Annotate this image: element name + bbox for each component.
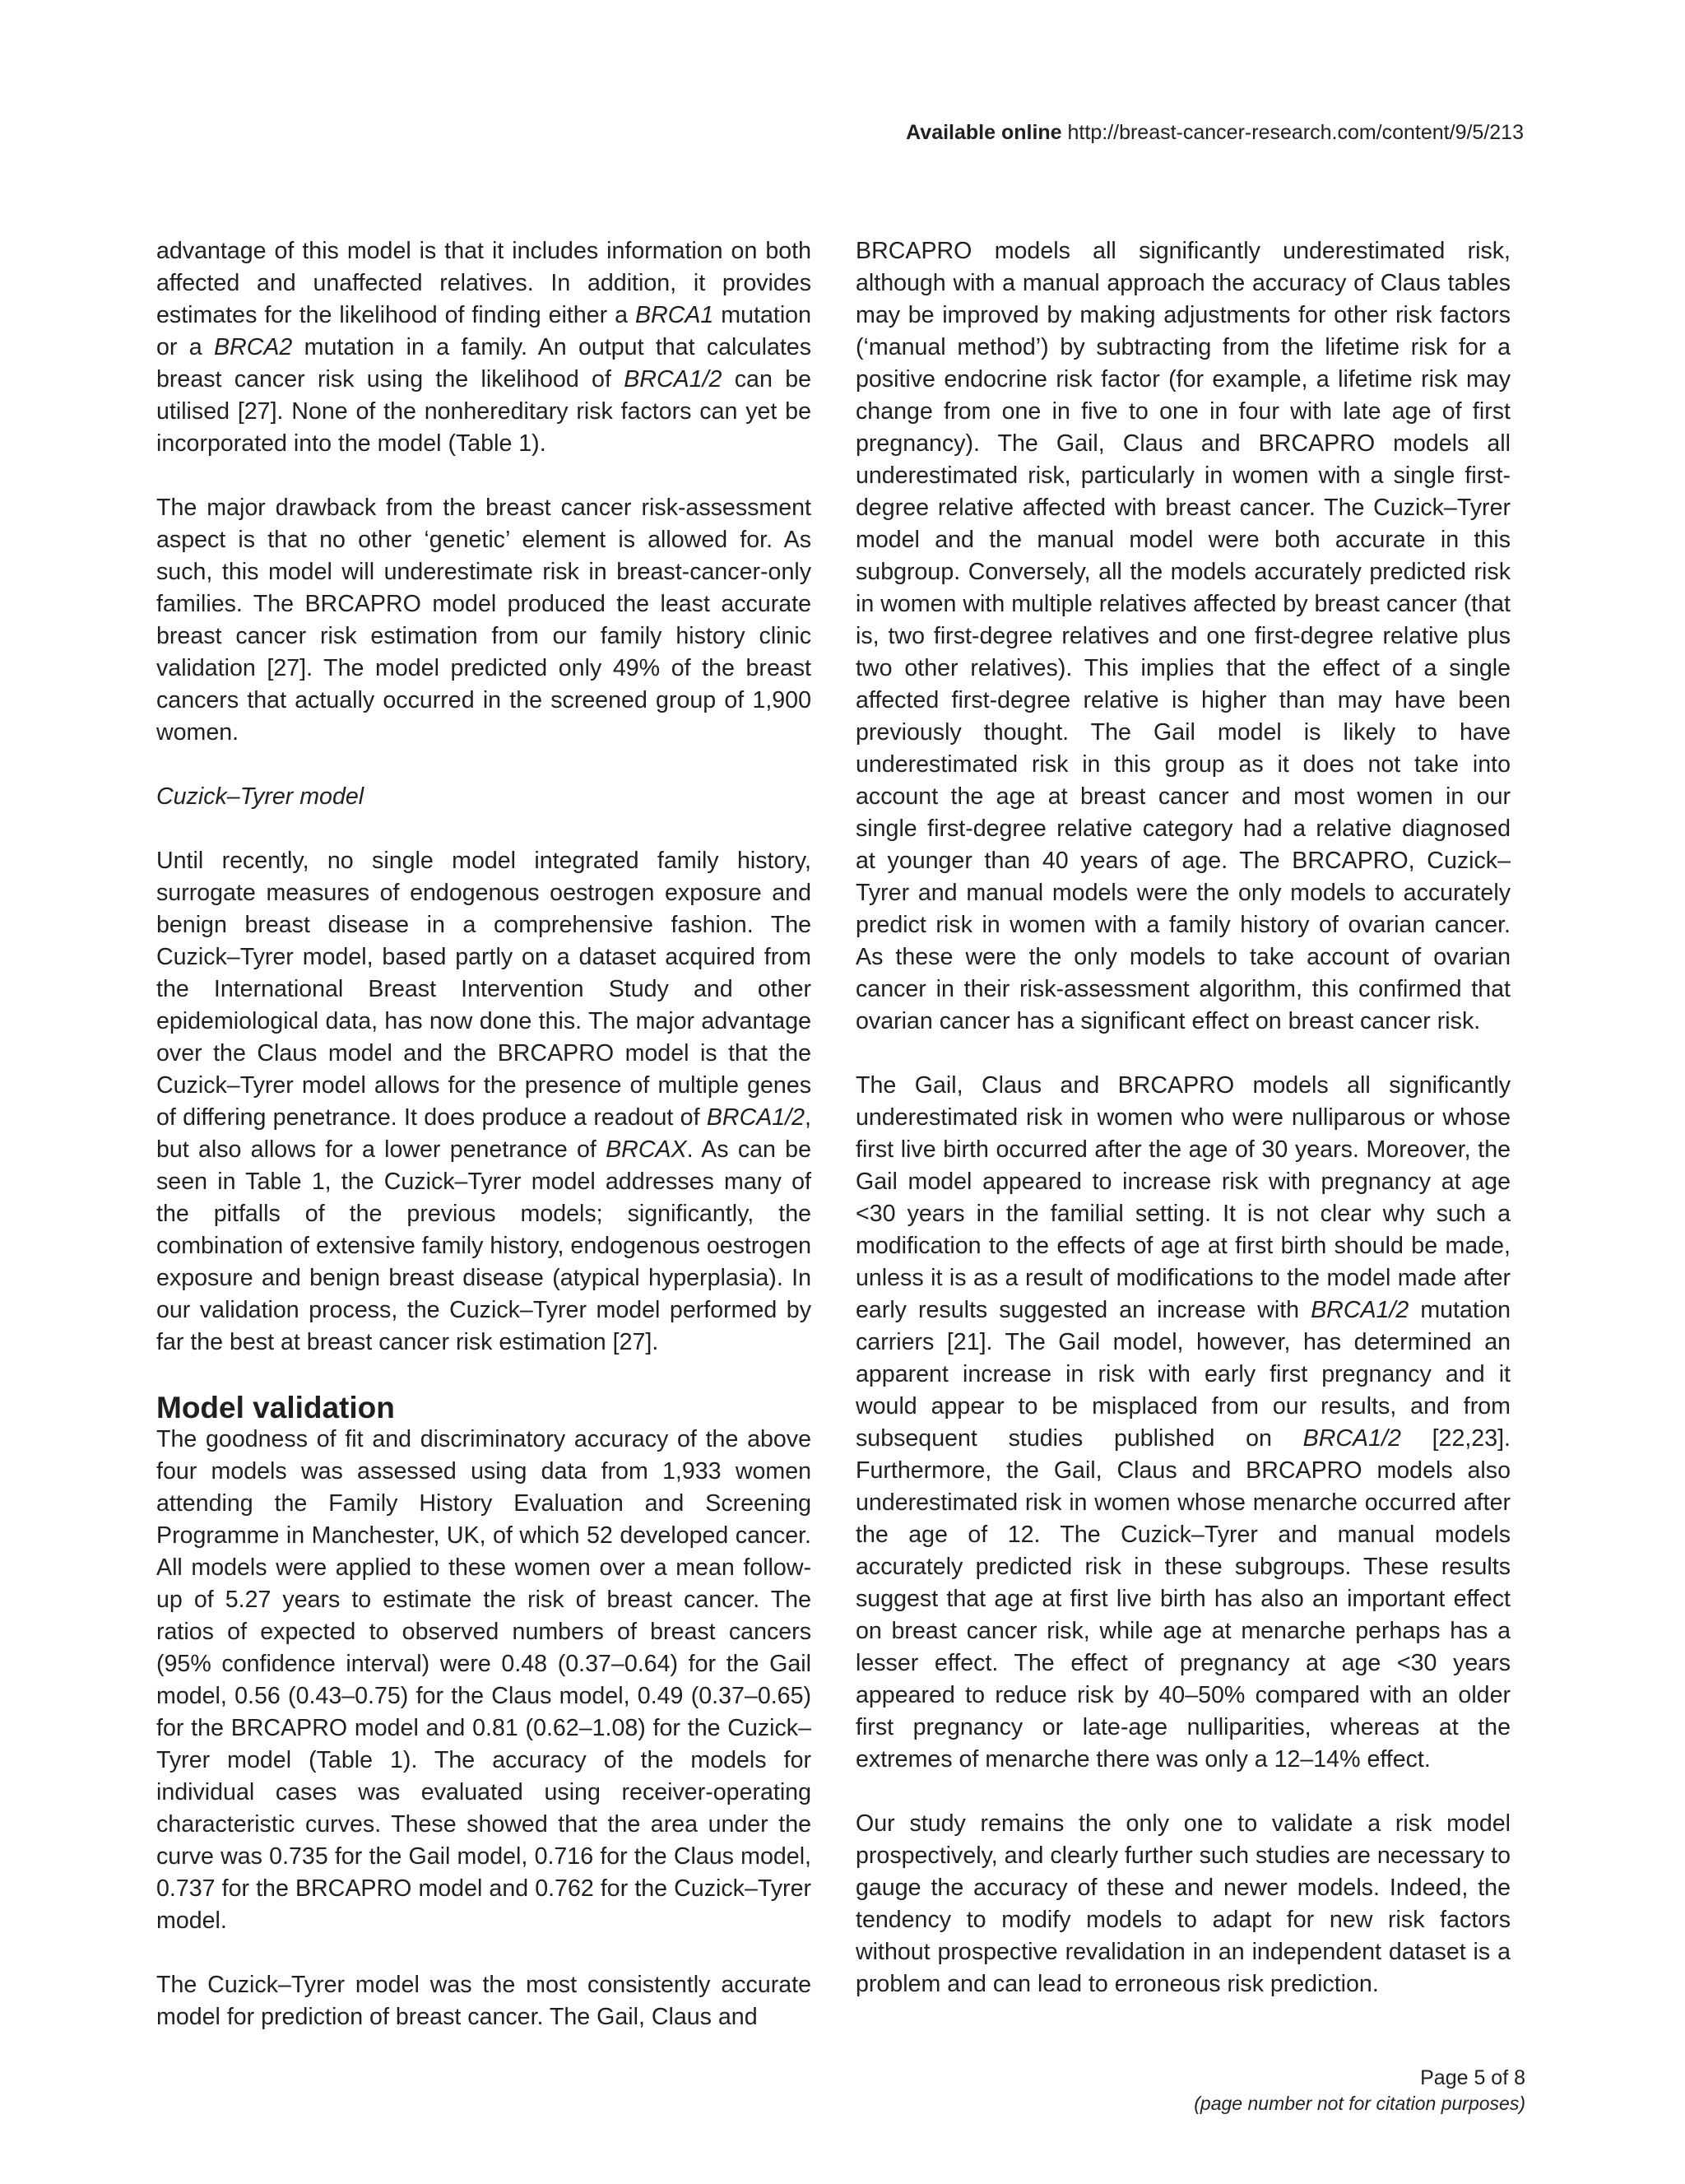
text-run: mutation or a (156, 302, 811, 360)
gene-name: BRCA1/2 (1311, 1297, 1409, 1323)
text-run: Until recently, no single model integrated family history, surrogate measures of endogenous oestrogen exposure and benign breast disease in a comprehensive fashion. The Cuzick–Tyrer model, based partly on a dataset acquired from the International Breast Intervention Study and other epidemiological data, has now done this. The major advantage over the Claus model and the BRCAPRO model is that the Cuzick–Tyrer model allows for the presence of multiple genes of differing penetrance. It does produce a readout of (156, 848, 811, 1131)
paragraph: The major drawback from the breast cancer risk-assessment aspect is that no other ‘genetic’ element is allowed for. As such, this model will underestimate risk in breast-cancer-only families. The BRCAPRO model produced the least accurate breast cancer risk estimation from our family history clinic validation [27]. The model predicted only 49% of the breast cancers that actually occurred in the screened group of 1,900 women. (156, 495, 811, 746)
text-run: mutation carriers [21]. The Gail model, however, has determined an apparent increase in risk with early first pregnancy and it would appear to be misplaced from our results, and from subsequent studies published on (856, 1297, 1511, 1452)
gene-name: BRCA1/2 (1302, 1425, 1401, 1452)
gene-name: BRCA2 (213, 334, 293, 360)
section-heading: Model validation (156, 1391, 395, 1424)
paragraph: Our study remains the only one to validate a risk model prospectively, and clearly further such studies are necessary to gauge the accuracy of these and newer models. Indeed, the tendency to modify models to adapt for new risk factors without prospective revalidation in an independent dataset is a problem and can lead to erroneous risk prediction. (856, 1810, 1511, 1997)
right-column (856, 235, 1511, 2000)
text-run: The Gail, Claus and BRCAPRO models all significantly underestimated risk in women who were nulliparous or whose first live birth occurred after the age of 30 years. Moreover, the Gail model appeared to increase risk with pregnancy at age <30 years in the familial setting. It is not clear why such a modification to the effects of age at first birth should be made, unless it is as a result of modifications to the model made after early results suggested an increase with (856, 1072, 1511, 1323)
paragraph: The Cuzick–Tyrer model was the most consistently accurate model for prediction of breast cancer. The Gail, Claus and (156, 1972, 811, 2030)
text-run: . As can be seen in Table 1, the Cuzick–Tyrer model addresses many of the pitfalls of the previous models; significantly, the combination of extensive family history, endogenous oestrogen exposure and benign breast disease (atypical hyperplasia). In our validation process, the Cuzick–Tyrer model performed by far the best at breast cancer risk estimation [27]. (156, 1136, 811, 1355)
text-run: can be utilised [27]. None of the nonhereditary risk factors can yet be incorporated into the model (Table 1). (156, 366, 812, 457)
page-footer (1194, 2066, 1525, 2117)
text-run: [22,23]. Furthermore, the Gail, Claus and BRCAPRO models also underestimated risk in women whose menarche occurred after the age of 12. The Cuzick–Tyrer and manual models accurately predicted risk in these subgroups. These results suggest that age at first live birth has also an important effect on breast cancer risk, while age at menarche perhaps has a lesser effect. The effect of pregnancy at age <30 years appeared to reduce risk by 40–50% compared with an older first pregnancy or late-age nulliparities, whereas at the extremes of menarche there was only a 12–14% effect. (856, 1425, 1511, 1773)
text-run: mutation in a family. An output that calculates breast cancer risk using the likelihood of (156, 334, 812, 393)
running-header (906, 120, 1524, 145)
gene-name: BRCA1 (634, 302, 714, 328)
text-run: , but also allows for a lower penetrance of (156, 1104, 811, 1163)
header-url[interactable]: http://breast-cancer-research.com/content/9/5/213 (1067, 121, 1524, 144)
text-run: advantage of this model is that it includes information on both affected and unaffected relatives. In addition, it provides estimates for the likelihood of finding either a (156, 238, 811, 328)
paragraph (156, 845, 811, 1359)
citation-note: (page number not for citation purposes) (1194, 2093, 1525, 2114)
paragraph: BRCAPRO models all significantly underestimated risk, although with a manual approach the accuracy of Claus tables may be improved by making adjustments for other risk factors (‘manual method’) by subtracting from the lifetime risk for a positive endocrine risk factor (for example, a lifetime risk may change from one in five to one in four with late age of first pregnancy). The Gail, Claus and BRCAPRO models all underestimated risk, particularly in women with a single first-degree relative affected with breast cancer. The Cuzick–Tyrer model and the manual model were both accurate in this subgroup. Conversely, all the models accurately predicted risk in women with multiple relatives affected by breast cancer (that is, two first-degree relatives and one first-degree relative plus two other relatives). This implies that the effect of a single affected first-degree relative is higher than may have been previously thought. The Gail model is likely to have underestimated risk in this group as it does not take into account the age at breast cancer and most women in our single first-degree relative category had a relative diagnosed at younger than 40 years of age. The BRCAPRO, Cuzick–Tyrer and manual models were the only models to accurately predict risk in women with a family history of ovarian cancer. As these were the only models to take account of ovarian cancer in their risk-assessment algorithm, this confirmed that ovarian cancer has a significant effect on breast cancer risk. (856, 238, 1511, 1034)
header-label: Available online (906, 121, 1062, 144)
left-column (156, 235, 811, 2033)
paragraph: The goodness of fit and discriminatory accuracy of the above four models was assessed using data from 1,933 women attending the Family History Evaluation and Screening Programme in Manchester, UK, of which 52 developed cancer. All models were applied to these women over a mean follow-up of 5.27 years to estimate the risk of breast cancer. The ratios of expected to observed numbers of breast cancers (95% confidence interval) were 0.48 (0.37–0.64) for the Gail model, 0.56 (0.43–0.75) for the Claus model, 0.49 (0.37–0.65) for the BRCAPRO model and 0.81 (0.62–1.08) for the Cuzick–Tyrer model (Table 1). The accuracy of the models for individual cases was evaluated using receiver-operating characteristic curves. These showed that the area under the curve was 0.735 for the Gail model, 0.716 for the Claus model, 0.737 for the BRCAPRO model and 0.762 for the Cuzick–Tyrer model. (156, 1426, 811, 1934)
page-number: Page 5 of 8 (1420, 2066, 1525, 2089)
paragraph (156, 235, 811, 460)
gene-name: BRCA1/2 (624, 366, 722, 393)
gene-name: BRCA1/2 (706, 1104, 805, 1131)
paragraph (856, 1070, 1511, 1776)
gene-name: BRCAX (606, 1136, 687, 1163)
subsection-heading: Cuzick–Tyrer model (156, 783, 364, 810)
